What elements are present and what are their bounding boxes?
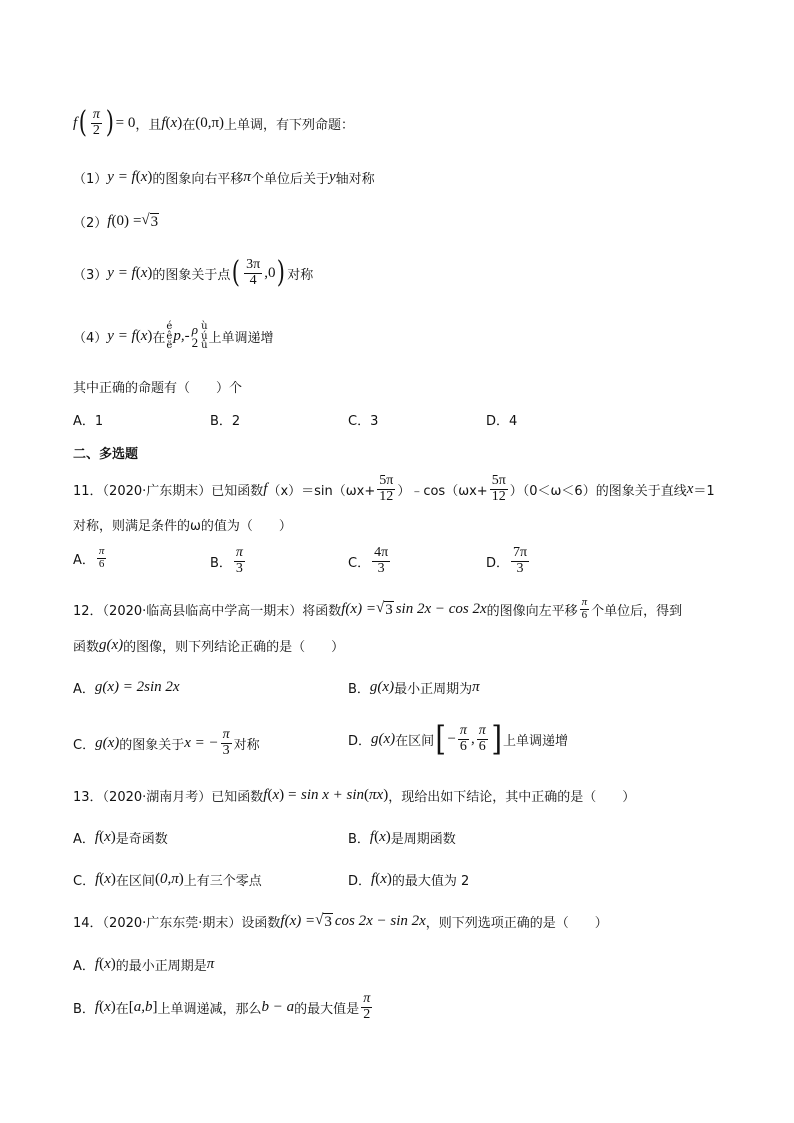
q11-stem: 11．（2020·广东期末）已知函数 f （x） ＝sin（ωx+ $\frac{5\pi}{12}$ ）﹣cos（ωx+ $\frac{5\pi}{12}$ ）（0＜ω＜6）的图象关于直线 x ＝1 (73, 473, 715, 504)
section-heading: 二、多选题 (73, 447, 139, 462)
q10-option-c: C．3 (348, 414, 379, 429)
q10-proposition-4: （4） y = f ( x ) 在 é ê ë p,- ρ 2 ù ú û 上单调递增 (73, 321, 274, 351)
q14-stem: 14．（2020·广东东莞·期末）设函数 f(x) = √ 3 cos 2x − sin 2x ，则下列选项正确的是（ ） (73, 912, 608, 931)
q10-question: 其中正确的命题有（ ）个 (73, 381, 243, 396)
q11-option-a: A． $\frac{\pi}{6}$ (73, 545, 105, 570)
q13-option-b: B． f ( x ) 是周期函数 (348, 829, 456, 847)
q14-option-a: A． f ( x ) 的最小正周期是 π (73, 956, 215, 974)
q12-option-d: D． g(x) 在区间 [ − $\frac{\pi}{6}$ , $\frac{\pi}{6}$ ] 上单调递增 (348, 719, 568, 759)
three-pi-over-4: $\frac{3\pi}{4}$ (246, 257, 261, 288)
q13-option-a: A． f ( x ) 是奇函数 (73, 829, 168, 847)
q11-option-b: B． $\frac{\pi}{3}$ (210, 545, 243, 576)
q10-condition-line: f ( $\frac{\pi}{2}$ ) = 0 ，且 f ( x ) 在 ( 0,π ) 上单调，有下列命题： (73, 105, 355, 141)
q13-stem: 13．（2020·湖南月考）已知函数 f ( x ) = sin x + sin ( πx ) ，现给出如下结论，其中正确的是（ ） (73, 787, 636, 805)
pi-over-2: $\frac{\pi}{2}$ (92, 107, 100, 138)
q11-stem-2: 对称，则满足条件的ω的值为（ ） (73, 519, 292, 534)
q11-option-c: C． $\frac{4\pi}{3}$ (348, 545, 389, 576)
sqrt-3: √ 3 (141, 212, 159, 230)
q12-option-c: C． g(x) 的图象关于 x = − $\frac{\pi}{3}$ 对称 (73, 727, 260, 758)
q12-stem-2: 函数 g(x) 的图像，则下列结论正确的是（ ） (73, 637, 345, 655)
q10-option-d: D．4 (486, 414, 518, 429)
q10-proposition-2: （2） f ( 0 ) = √ 3 (73, 212, 159, 231)
broken-bracket-left: é ê ë (166, 321, 173, 351)
q10-proposition-1: （1） y = f ( x ) 的图象向右平移 π 个单位后关于 y 轴对称 (73, 169, 375, 187)
q10-option-a: A．1 (73, 414, 104, 429)
q10-option-b: B．2 (210, 414, 241, 429)
q13-option-d: D． f ( x ) 的最大值为 2 (348, 871, 470, 889)
q12-option-b: B． g(x) 最小正周期为 π (348, 679, 480, 697)
q14-option-b: B． f ( x ) 在 [ a,b ] 上单调递减，那么 b − a 的最大值是 $\frac{\pi}{2}$ (73, 991, 371, 1022)
q11-option-d: D． $\frac{7\pi}{3}$ (486, 545, 528, 576)
q10-proposition-3: （3） y = f ( x ) 的图象关于点 ( $\frac{3\pi}{4}$ ,0 ) 对称 (73, 255, 314, 291)
broken-bracket-right: ù ú û (201, 321, 208, 351)
q12-stem: 12．（2020·临高县临高中学高一期末）将函数 f(x) = √ 3 sin 2x − cos 2x 的图像向左平移 $\frac{\pi}{6}$ 个单位后，得到 (73, 596, 683, 621)
q12-option-a: A． g(x) = 2sin 2x (73, 679, 180, 697)
q13-option-c: C． f ( x ) 在区间 ( 0,π ) 上有三个零点 (73, 871, 262, 889)
